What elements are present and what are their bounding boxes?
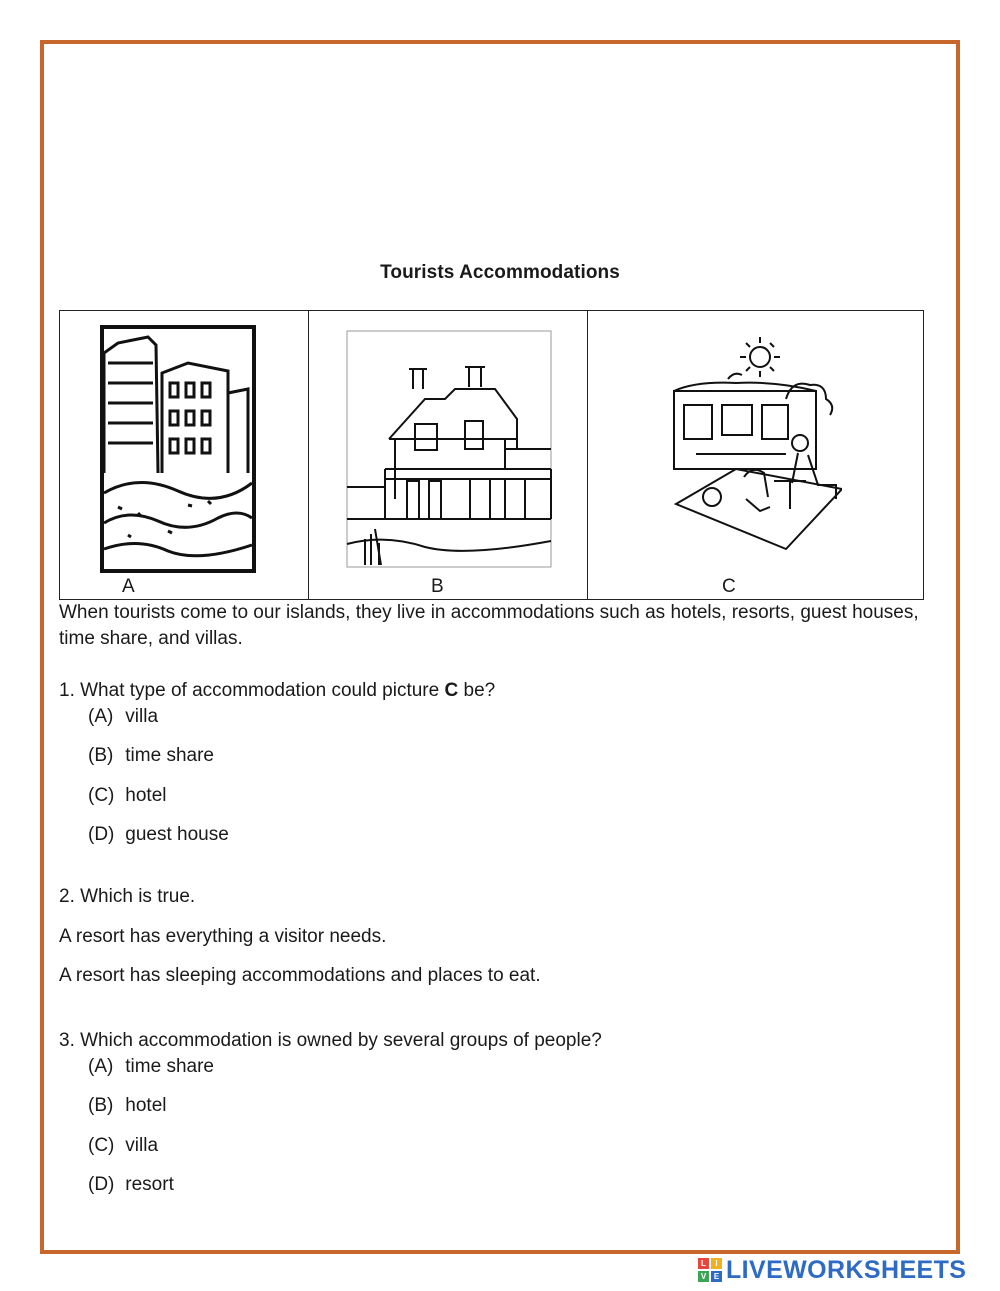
question-1-bold-letter: C	[444, 680, 459, 701]
guest-house-drawing-icon	[345, 329, 555, 569]
option-text: villa	[125, 1135, 159, 1156]
option-text: hotel	[125, 1095, 167, 1116]
option-text: resort	[125, 1174, 174, 1195]
picture-letter-b: B	[431, 576, 444, 597]
q2-statement-2[interactable]: A resort has sleeping accommodations and places to eat.	[59, 965, 541, 986]
picture-table	[59, 310, 924, 600]
option-label: (A)	[88, 706, 114, 727]
option-text: guest house	[125, 824, 229, 845]
logo-badge-letter: E	[711, 1271, 722, 1282]
picture-cell-b	[309, 311, 588, 599]
question-1-prefix: 1. What type of accommodation could picture	[59, 680, 445, 701]
logo-badge-letter: I	[711, 1258, 722, 1269]
option-text: villa	[125, 706, 159, 727]
q1-option-a[interactable]	[88, 706, 158, 728]
q3-option-c[interactable]	[88, 1135, 158, 1157]
question-2: 2. Which is true.	[59, 886, 196, 907]
option-text: hotel	[125, 785, 167, 806]
picture-letter-a: A	[122, 576, 135, 597]
option-text: time share	[125, 745, 214, 766]
caravan-camping-drawing-icon	[666, 329, 842, 559]
q3-option-d[interactable]	[88, 1174, 174, 1196]
q1-option-c[interactable]	[88, 785, 166, 807]
option-label: (C)	[88, 1135, 115, 1156]
logo-badge-icon	[698, 1258, 722, 1282]
picture-letter-c: C	[722, 576, 736, 597]
option-label: (B)	[88, 745, 114, 766]
option-label: (C)	[88, 785, 115, 806]
option-label: (A)	[88, 1056, 114, 1077]
q1-option-d[interactable]	[88, 824, 229, 846]
question-1-suffix: be?	[458, 680, 496, 701]
logo-badge-letter: V	[698, 1271, 709, 1282]
q1-option-b[interactable]	[88, 745, 214, 767]
apartment-buildings-drawing-icon	[98, 323, 258, 573]
intro-line-1: When tourists come to our islands, they live in accommodations such as hotels, resorts, guest houses,	[59, 602, 919, 623]
question-3: 3. Which accommodation is owned by several groups of people?	[59, 1030, 602, 1051]
q3-option-b[interactable]	[88, 1095, 166, 1117]
page-title: Tourists Accommodations	[380, 262, 620, 283]
q3-option-a[interactable]	[88, 1056, 214, 1078]
logo-badge-letter: L	[698, 1258, 709, 1269]
picture-cell-c	[588, 311, 923, 599]
liveworksheets-logo[interactable]	[698, 1256, 966, 1284]
picture-cell-a	[60, 311, 309, 599]
option-text: time share	[125, 1056, 214, 1077]
question-1	[59, 678, 495, 704]
option-label: (D)	[88, 824, 115, 845]
logo-text: LIVEWORKSHEETS	[726, 1255, 967, 1284]
option-label: (B)	[88, 1095, 114, 1116]
option-label: (D)	[88, 1174, 115, 1195]
q2-statement-1[interactable]: A resort has everything a visitor needs.	[59, 926, 387, 947]
intro-line-2: time share, and villas.	[59, 628, 243, 649]
